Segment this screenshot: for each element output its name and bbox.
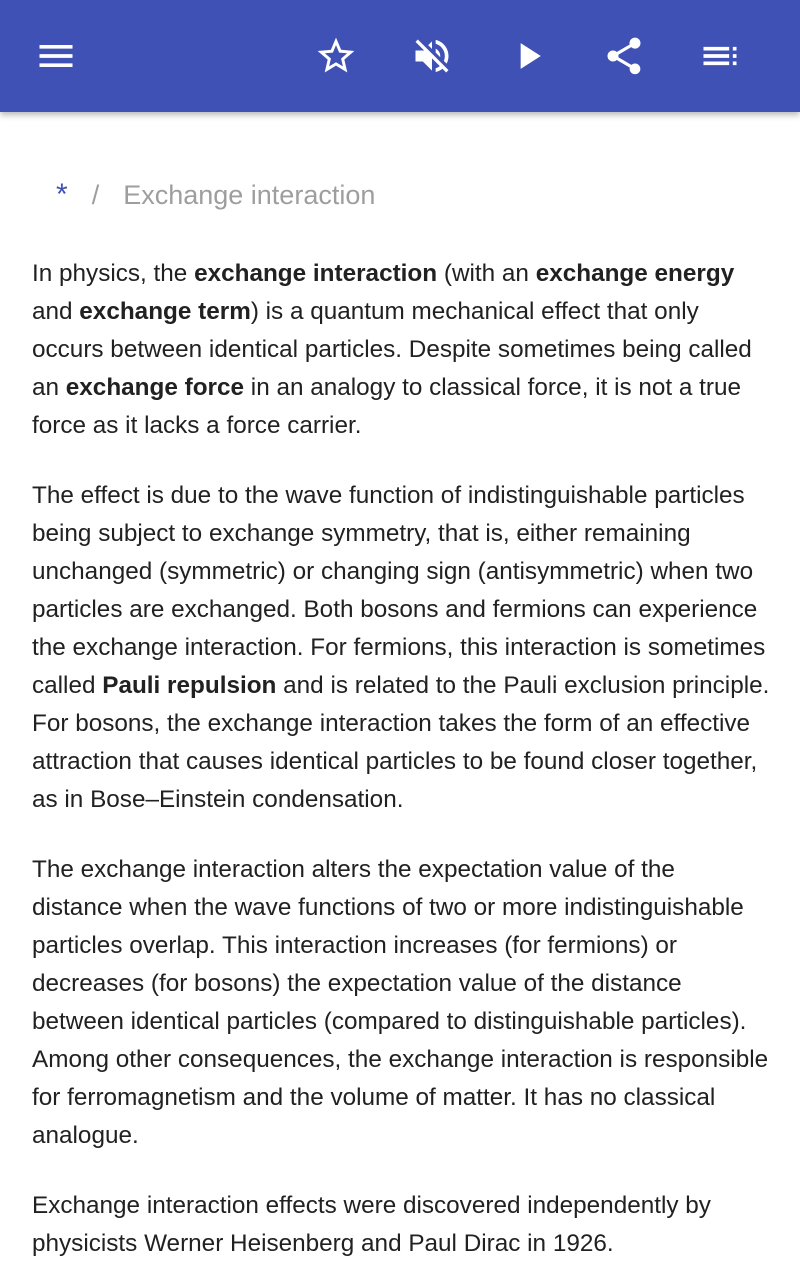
bold-term: exchange energy [535,260,735,287]
breadcrumb-current: Exchange interaction [123,179,376,210]
breadcrumb [56,178,375,212]
article-paragraph [32,477,772,819]
paragraph-text: The effect is due to the wave function of indistinguishable particles being subject to exchange symmetry, that is, either remaining unchanged (symmetric) or changing sign (antisymmetric) when two particles are exchanged. Both bosons and fermions can experience the exchange interaction. For fermions, this interaction is sometimes called [32,482,766,699]
bold-term: exchange interaction [194,260,438,287]
article-paragraph: The exchange interaction alters the expectation value of the distance when the wave functions of two or more indistinguishable particles overlap. This interaction increases (for fermions) or decreases (for bosons) the expectation value of the distance between identical particles (compared to distinguishable particles). Among other consequences, the exchange interaction is responsible for ferromagnetism and the volume of matter. It has no classical analogue. [32,856,769,1149]
article-body [32,255,772,1280]
star-outline-icon [314,34,358,78]
breadcrumb-home-link[interactable]: * [56,178,68,211]
article-paragraph [32,255,772,445]
menu-icon [34,34,78,78]
menu-button[interactable] [24,24,88,88]
bold-term: exchange force [65,374,245,401]
paragraph-text: (with an [437,260,536,287]
paragraph-text: and is related to the Pauli exclusion principle. For bosons, the exchange interaction takes the form of an effective attraction that causes identical particles to be found closer together, as in Bose–Einstein condensation. [32,672,770,813]
paragraph-text: in an analogy to classical force, it is not a true force as it lacks a force carrier. [32,374,742,439]
table-of-contents-icon [698,34,742,78]
contents-button[interactable] [688,24,752,88]
play-button[interactable] [496,24,560,88]
bold-term: exchange term [79,298,251,325]
volume-off-icon [410,34,454,78]
paragraph-text: and [32,298,80,325]
favorite-button[interactable] [304,24,368,88]
paragraph-text: ) is a quantum mechanical effect that only occurs between identical particles. Despite sometimes being called an [32,298,752,401]
paragraph-text: In physics, the [32,260,195,287]
share-icon [602,34,646,78]
article-paragraph: Exchange interaction effects were discovered independently by physicists Werner Heisenberg and Paul Dirac in 1926. [32,1192,711,1257]
play-icon [506,34,550,78]
mute-button[interactable] [400,24,464,88]
article-scroll-view[interactable] [0,112,800,1280]
breadcrumb-separator: / [91,179,100,210]
app-bar [0,0,800,112]
bold-term: Pauli repulsion [102,672,277,699]
share-button[interactable] [592,24,656,88]
